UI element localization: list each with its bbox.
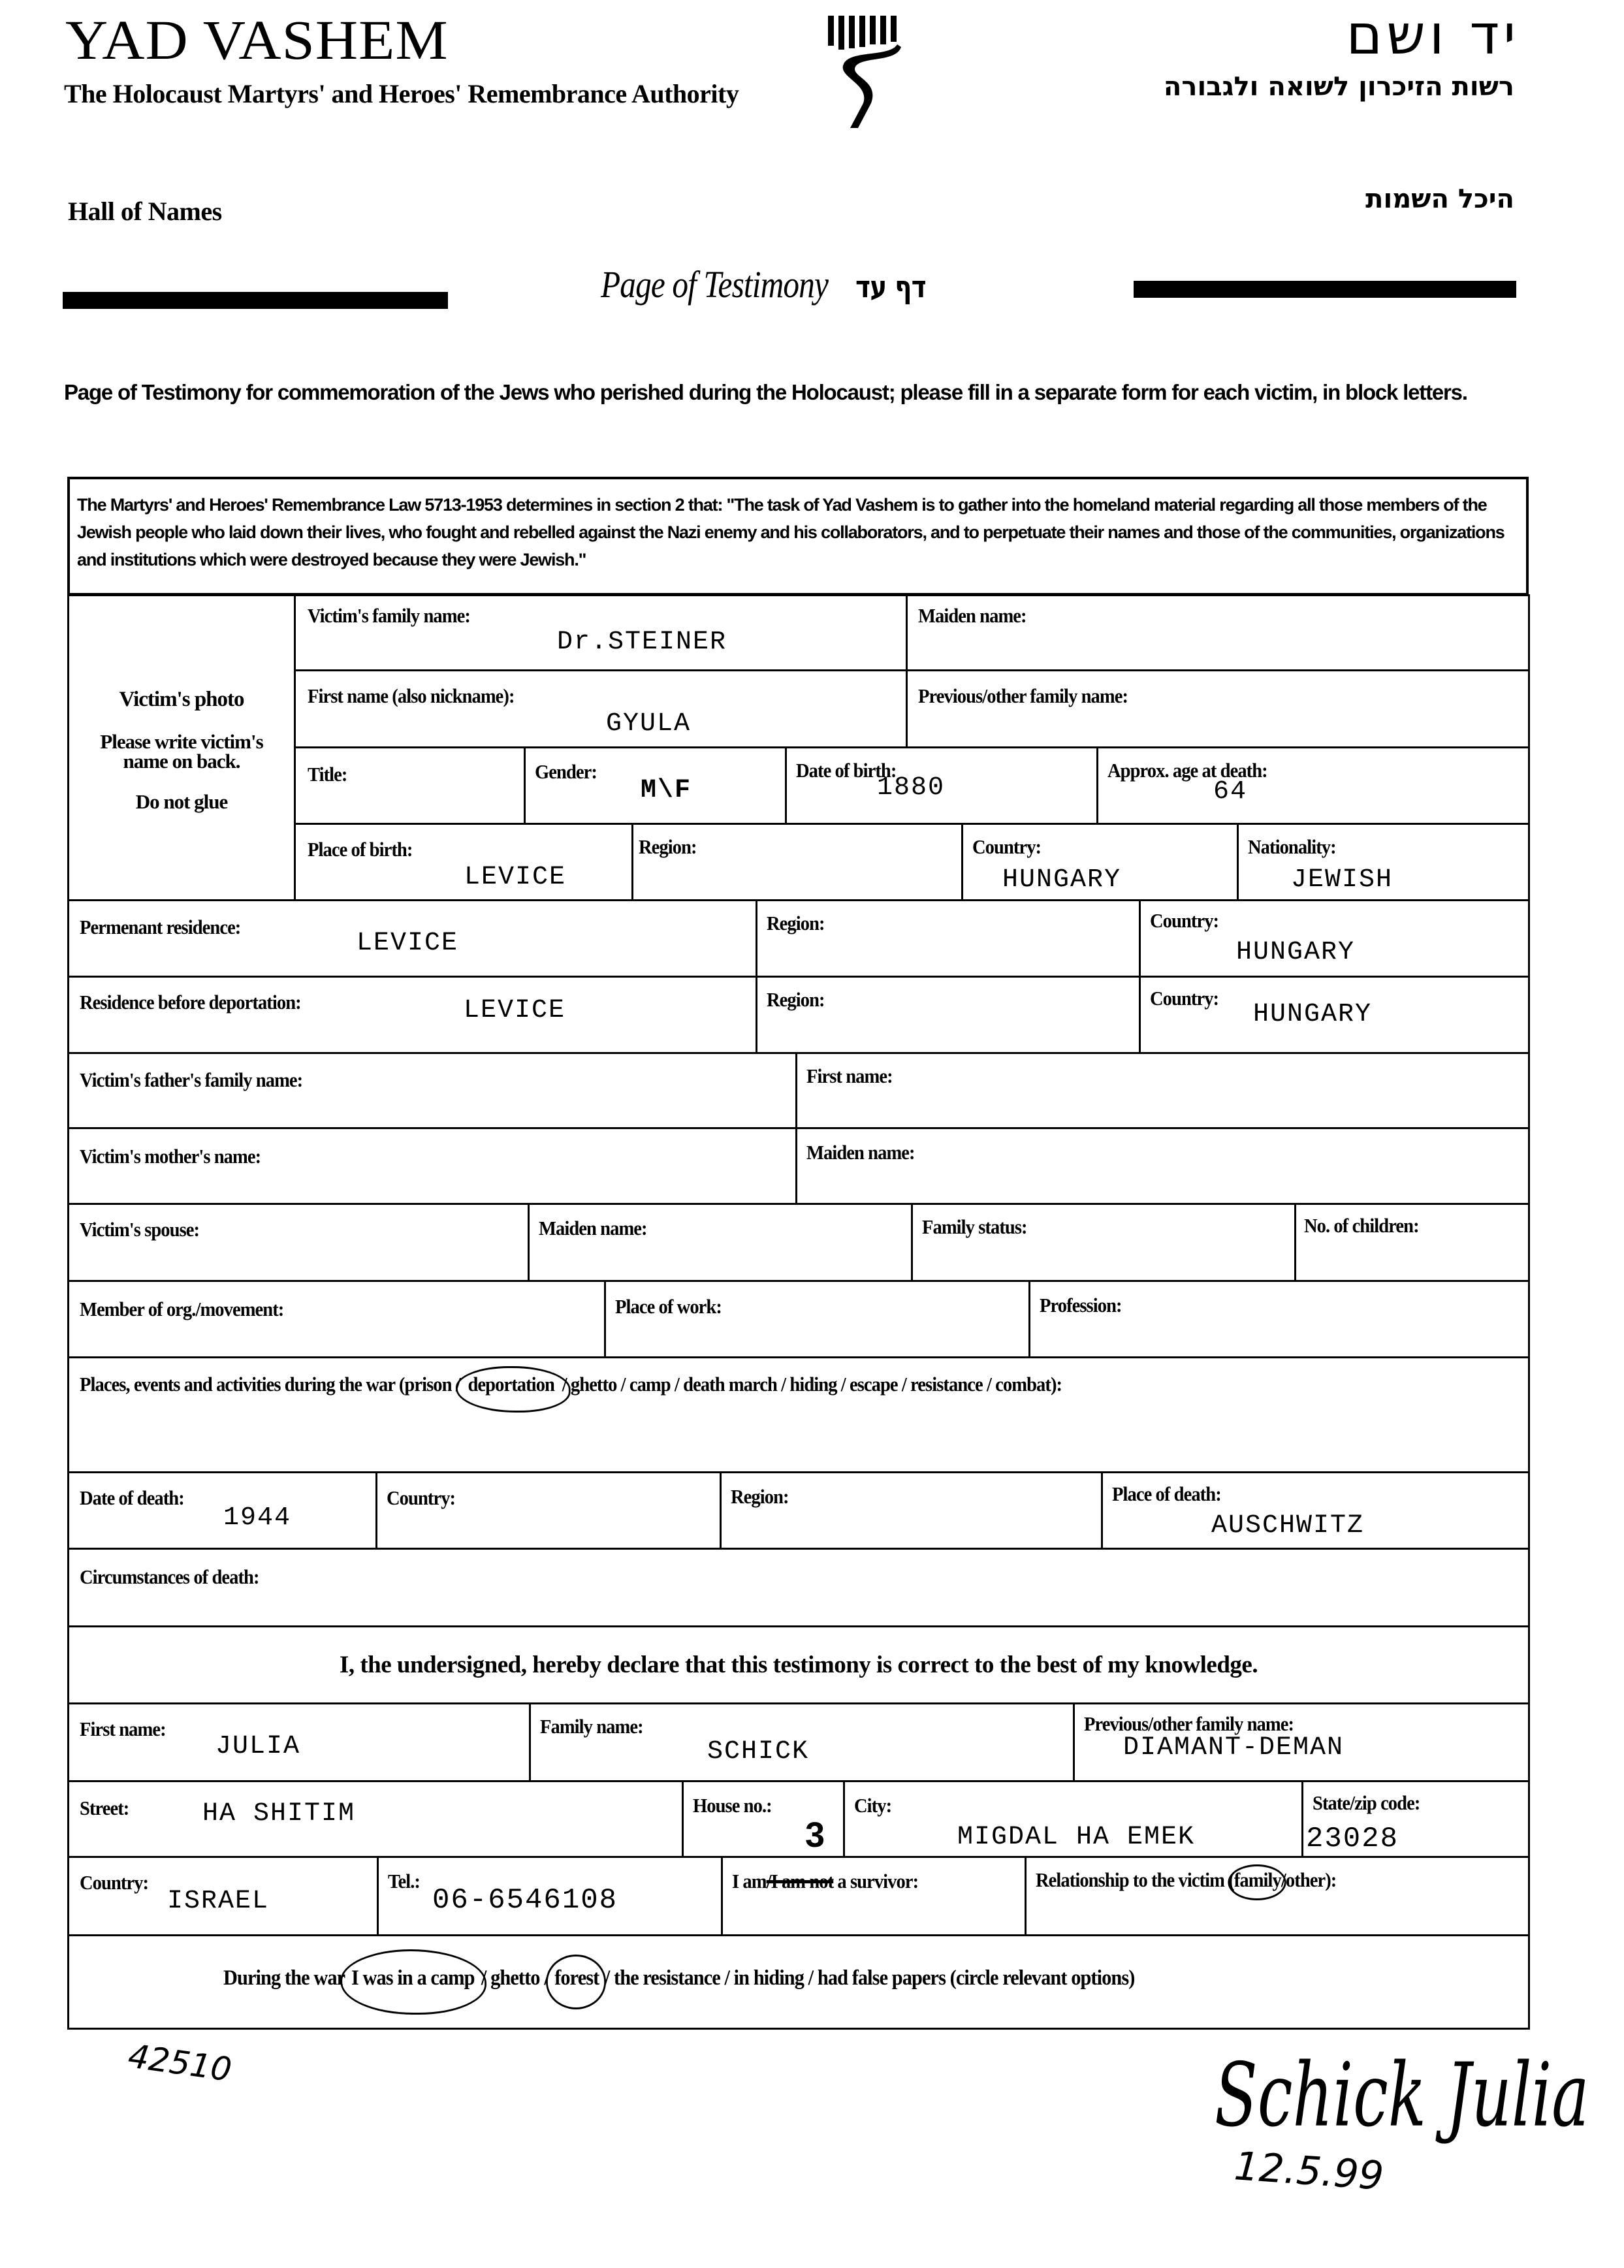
victim-father-first-name-field[interactable]: [795, 1052, 1530, 1129]
survivor-label: [732, 1870, 918, 1893]
field-label: Country:: [80, 1871, 149, 1894]
field-label: Region:: [767, 988, 825, 1011]
submitter-relationship-field[interactable]: [1025, 1856, 1530, 1936]
victim-residence-before-deportation-field[interactable]: [67, 976, 757, 1054]
field-label: Maiden name:: [918, 604, 1027, 627]
victim-nationality-field[interactable]: [1237, 823, 1530, 901]
field-value: 64: [1213, 777, 1248, 807]
victim-title-field[interactable]: [294, 746, 526, 825]
field-label: Region:: [767, 912, 825, 934]
field-value: HUNGARY: [1236, 938, 1356, 967]
victim-profession-field[interactable]: [1028, 1280, 1530, 1358]
field-value: 3: [805, 1815, 827, 1855]
submitter-first-name-field[interactable]: [67, 1702, 531, 1782]
field-value: HUNGARY: [1002, 865, 1122, 895]
circled-family-text: family: [1234, 1868, 1281, 1891]
victim-death-region-field[interactable]: [720, 1471, 1103, 1550]
field-value: LEVICE: [357, 929, 459, 958]
handwritten-date: 12.5.99: [1232, 2143, 1386, 2199]
hand-drawn-circle-icon: [1228, 1864, 1286, 1900]
field-label: Previous/other family name:: [918, 684, 1128, 707]
relationship-circled-option[interactable]: [1234, 1868, 1281, 1891]
photo-glue-note: Do not glue: [135, 790, 228, 813]
victim-perm-country-field[interactable]: [1139, 899, 1530, 978]
field-value: JEWISH: [1291, 865, 1393, 895]
field-value: GYULA: [606, 709, 692, 739]
war-experience-prefix: During the war: [223, 1966, 345, 1990]
war-experience-circled-camp[interactable]: [349, 1966, 477, 1990]
org-subtitle: The Holocaust Martyrs' and Heroes' Remembrance Authority: [64, 79, 739, 108]
field-label: No. of children:: [1304, 1214, 1419, 1237]
victim-maiden-name-field[interactable]: [906, 594, 1530, 671]
hebrew-department: היכל השמות: [1365, 184, 1514, 214]
war-experience-circled-forest[interactable]: [553, 1966, 600, 1990]
war-activities-circled-option[interactable]: [464, 1373, 562, 1396]
war-activities-label: [80, 1373, 1062, 1396]
survivor-label-a: I am: [732, 1870, 767, 1893]
field-label: State/zip code:: [1313, 1791, 1420, 1814]
field-value: M\F: [641, 776, 692, 805]
field-label: First name (also nickname):: [308, 684, 515, 707]
victim-circumstances-field[interactable]: [67, 1548, 1530, 1627]
field-label: Victim's father's family name:: [80, 1068, 303, 1091]
victim-previous-family-name-field[interactable]: [906, 669, 1530, 748]
hebrew-subtitle: רשות הזיכרון לשואה ולגבורה: [1163, 72, 1514, 102]
war-activities-label-suffix: / ghetto / camp / death march / hiding / escape / resistance / combat):: [562, 1373, 1062, 1396]
field-label: Maiden name:: [806, 1141, 915, 1164]
victim-photo-box[interactable]: [67, 594, 296, 901]
field-label: First name:: [806, 1064, 893, 1087]
field-label: First name:: [80, 1717, 166, 1740]
photo-note: Please write victim's name on back.: [100, 730, 263, 773]
field-label: Profession:: [1040, 1294, 1122, 1317]
victim-date-of-birth-field[interactable]: [785, 746, 1098, 825]
field-label: Country:: [1150, 987, 1219, 1010]
submitter-tel-field[interactable]: [377, 1856, 723, 1936]
victim-gender-field[interactable]: [524, 746, 787, 825]
org-name: YAD VASHEM: [65, 8, 449, 71]
field-label: Place of work:: [615, 1295, 722, 1318]
submitter-war-experience-field[interactable]: [67, 1934, 1530, 2030]
intro-instructions: Page of Testimony for commemoration of the Jews who perished during the Holocaust; please fill in a separate form for each victim, in block letters.: [64, 380, 1467, 404]
submitter-previous-family-name-field[interactable]: [1073, 1702, 1530, 1782]
hand-drawn-circle-icon: [340, 1949, 486, 2015]
law-text: The Martyrs' and Heroes' Remembrance Law 5713-1953 determines in section 2 that: "The task of Yad Vashem is to gather into the homeland material regarding all those members of the Jewish people who laid down their lives, who fought and rebelled against the Nazi enemy and his collaborators, and to perpetuate their names and those of the communities, organizations and institutions which were destroyed because they were Jewish.": [77, 495, 1505, 569]
victim-birth-region-field[interactable]: [631, 823, 963, 901]
hebrew-org-name: יד ושם: [1346, 3, 1520, 67]
handwritten-signature: Schick Julia: [1215, 2044, 1589, 2147]
field-label: Country:: [1150, 909, 1219, 932]
field-value: Dr.STEINER: [557, 628, 727, 657]
victim-age-at-death-field[interactable]: [1096, 746, 1530, 825]
field-value: HUNGARY: [1253, 1000, 1373, 1029]
field-label: City:: [854, 1794, 892, 1817]
declaration-row: [67, 1625, 1530, 1704]
field-label: Nationality:: [1248, 835, 1336, 858]
field-label: Victim's spouse:: [80, 1218, 200, 1241]
field-value: 1880: [877, 773, 946, 803]
victim-children-field[interactable]: [1294, 1203, 1530, 1282]
field-value: AUSCHWITZ: [1211, 1511, 1365, 1541]
field-label: Gender:: [535, 760, 597, 783]
victim-date-of-death-field[interactable]: [67, 1471, 377, 1550]
page-title-english: Page of Testimony: [601, 263, 828, 306]
victim-death-country-field[interactable]: [375, 1471, 722, 1550]
field-value: DIAMANT-DEMAN: [1123, 1733, 1345, 1763]
victim-place-of-birth-field[interactable]: [294, 823, 633, 901]
field-value: 06-6546108: [432, 1884, 618, 1917]
field-value: ISRAEL: [167, 1887, 270, 1916]
field-label: Place of death:: [1112, 1482, 1221, 1505]
war-activities-label-prefix: Places, events and activities during the war (prison /: [80, 1373, 460, 1396]
victim-perm-region-field[interactable]: [756, 899, 1141, 978]
field-label: Region:: [731, 1485, 789, 1508]
victim-spouse-field[interactable]: [67, 1203, 530, 1282]
field-label: Victim's family name:: [308, 604, 470, 627]
victim-dep-country-field[interactable]: [1139, 976, 1530, 1054]
field-label: Residence before deportation:: [80, 991, 301, 1014]
menorah-shin-logo-icon: [824, 12, 915, 129]
department-name: Hall of Names: [68, 197, 222, 226]
victim-place-of-work-field[interactable]: [604, 1280, 1030, 1358]
field-value: 23028: [1306, 1823, 1399, 1855]
war-experience-label: [223, 1966, 1134, 1990]
field-value: JULIA: [215, 1732, 301, 1761]
field-value: MIGDAL HA EMEK: [957, 1823, 1196, 1852]
field-label: Family name:: [540, 1715, 643, 1738]
field-label: Member of org./movement:: [80, 1298, 284, 1320]
victim-war-activities-field[interactable]: [67, 1356, 1530, 1473]
war-experience-suffix: / the resistance / in hiding / had false papers (circle relevant options): [604, 1966, 1135, 1990]
field-label: Tel.:: [388, 1870, 421, 1893]
field-value: LEVICE: [464, 863, 567, 892]
relationship-label-prefix: Relationship to the victim (: [1036, 1868, 1234, 1891]
field-label: Place of birth:: [308, 838, 413, 861]
field-label: Street:: [80, 1797, 129, 1819]
victim-member-org-field[interactable]: [67, 1280, 606, 1358]
field-label: Title:: [308, 763, 347, 786]
survivor-struck-option: /I am not: [766, 1870, 834, 1893]
relationship-label-suffix: /other):: [1281, 1868, 1337, 1891]
handwritten-reference-number: 42510: [125, 2037, 234, 2089]
field-label: Victim's mother's name:: [80, 1145, 261, 1168]
field-label: Approx. age at death:: [1107, 759, 1267, 782]
field-label: Date of birth:: [796, 759, 897, 782]
field-value: SCHICK: [707, 1737, 810, 1766]
circled-deportation-text: deportation: [468, 1373, 554, 1396]
decorative-bar-left: [63, 292, 448, 309]
victim-family-status-field[interactable]: [911, 1203, 1296, 1282]
declaration-text: I, the undersigned, hereby declare that this testimony is correct to the best of my knowledge.: [339, 1652, 1258, 1678]
field-value: HA SHITIM: [202, 1799, 356, 1829]
field-label: Country:: [972, 835, 1042, 858]
decorative-bar-right: [1134, 281, 1516, 298]
submitter-city-field[interactable]: [843, 1780, 1303, 1858]
hand-drawn-circle-icon: [456, 1366, 570, 1413]
victim-spouse-maiden-name-field[interactable]: [528, 1203, 913, 1282]
field-label: Previous/other family name:: [1084, 1712, 1294, 1735]
victim-permanent-residence-field[interactable]: [67, 899, 757, 978]
field-label: Family status:: [922, 1215, 1027, 1238]
field-label: Country:: [387, 1486, 456, 1509]
victim-father-family-name-field[interactable]: [67, 1052, 797, 1129]
victim-mother-name-field[interactable]: [67, 1127, 797, 1205]
field-value: 1944: [223, 1503, 292, 1533]
victim-mother-maiden-name-field[interactable]: [795, 1127, 1530, 1205]
victim-place-of-death-field[interactable]: [1101, 1471, 1530, 1550]
victim-birth-country-field[interactable]: [961, 823, 1239, 901]
field-label: Maiden name:: [539, 1217, 647, 1239]
photo-title: Victim's photo: [119, 688, 244, 711]
page-title-hebrew: דף עד: [855, 269, 926, 304]
hand-drawn-circle-icon: [546, 1955, 606, 2009]
victim-first-name-field[interactable]: [294, 669, 908, 748]
field-label: Region:: [639, 835, 697, 858]
field-label: Circumstances of death:: [80, 1565, 259, 1588]
submitter-family-name-field[interactable]: [529, 1702, 1075, 1782]
field-value: LEVICE: [464, 996, 566, 1025]
circled-camp-text: I was in a camp: [351, 1966, 475, 1990]
submitter-country-field[interactable]: [67, 1856, 379, 1936]
field-label: House no.:: [693, 1794, 772, 1817]
submitter-survivor-field[interactable]: [721, 1856, 1027, 1936]
victim-family-name-field[interactable]: [294, 594, 908, 671]
circled-forest-text: forest: [554, 1966, 599, 1990]
war-experience-middle: / ghetto /: [481, 1966, 549, 1990]
submitter-zip-field[interactable]: [1301, 1780, 1530, 1858]
field-label: Date of death:: [80, 1486, 184, 1509]
relationship-label: [1036, 1868, 1336, 1892]
page-title: [601, 263, 926, 306]
field-label: Permenant residence:: [80, 916, 241, 938]
survivor-label-b: a survivor:: [837, 1870, 919, 1893]
submitter-house-no-field[interactable]: [682, 1780, 845, 1858]
submitter-street-field[interactable]: [67, 1780, 684, 1858]
victim-dep-region-field[interactable]: [756, 976, 1141, 1054]
